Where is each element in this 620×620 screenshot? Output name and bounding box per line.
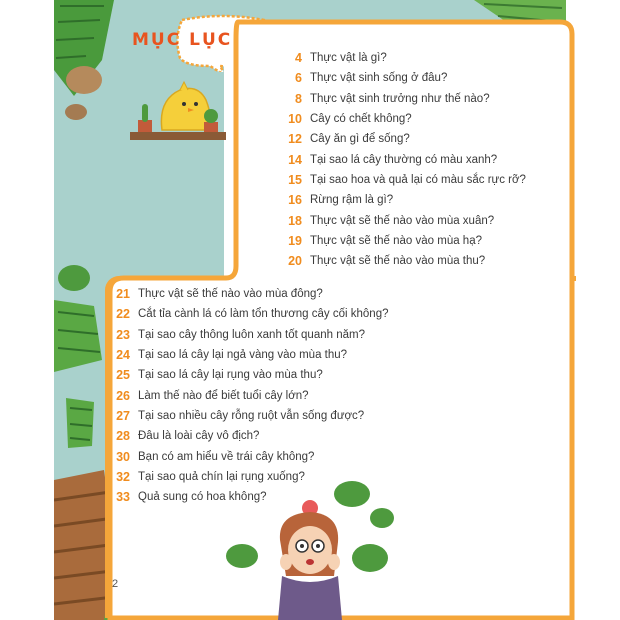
toc-page-number: 15 xyxy=(288,172,302,187)
toc-entry-title: Quả sung có hoa không? xyxy=(138,491,267,504)
toc-entry-title: Rừng rậm là gì? xyxy=(310,194,394,207)
coconut-icon xyxy=(334,481,370,507)
toc-page-number: 28 xyxy=(116,429,130,444)
toc-item[interactable] xyxy=(104,304,389,324)
toc-page-number: 6 xyxy=(295,71,302,86)
toc-item[interactable] xyxy=(104,426,389,446)
cactus-pot-icon xyxy=(138,104,152,132)
toc-item[interactable] xyxy=(276,190,526,210)
toc-page-number: 14 xyxy=(288,152,302,167)
toc-page-number: 4 xyxy=(295,51,302,66)
toc-page-number: 23 xyxy=(116,327,130,342)
toc-entry-title: Thực vật là gì? xyxy=(310,52,387,65)
toc-entry-title: Thực vật sẽ thế nào vào mùa thu? xyxy=(310,255,486,268)
toc-item[interactable] xyxy=(276,149,526,169)
toc-entry-title: Đâu là loài cây vô địch? xyxy=(138,430,260,443)
toc-page-number: 20 xyxy=(288,254,302,269)
toc-page-number: 33 xyxy=(116,490,130,505)
toc-entry-title: Cây có chết không? xyxy=(310,113,412,126)
toc-entry-title: Tại sao cây thông luôn xanh tốt quanh năm? xyxy=(138,328,365,341)
coconut-icon xyxy=(352,544,388,572)
toc-entry-title: Tại sao hoa và quả lại có màu sắc rực rỡ? xyxy=(310,173,526,186)
toc-page-number: 21 xyxy=(116,287,130,302)
toc-item[interactable] xyxy=(104,446,389,466)
toc-page-number: 18 xyxy=(288,213,302,228)
girl-character-illustration xyxy=(220,480,420,620)
toc-page-number: 10 xyxy=(288,112,302,127)
toc-item[interactable] xyxy=(276,48,526,68)
toc-page-number: 26 xyxy=(116,388,130,403)
toc-item[interactable] xyxy=(276,89,526,109)
toc-entry-title: Bạn có am hiểu về trái cây không? xyxy=(138,450,315,463)
toc-page-number: 22 xyxy=(116,307,130,322)
toc-item[interactable] xyxy=(276,68,526,88)
toc-entry-title: Tại sao lá cây lại rụng vào mùa thu? xyxy=(138,369,323,382)
toc-item[interactable] xyxy=(276,109,526,129)
toc-entry-title: Cây ăn gì để sống? xyxy=(310,133,410,146)
toc-page-number: 19 xyxy=(288,233,302,248)
chick-shelf-illustration xyxy=(128,80,228,148)
toc-entry-title: Thực vật sẽ thế nào vào mùa xuân? xyxy=(310,214,495,227)
page-number: 2 xyxy=(112,578,119,590)
coconut-icon xyxy=(370,508,394,528)
toc-page-number: 16 xyxy=(288,193,302,208)
chick-icon xyxy=(161,82,210,130)
toc-entry-title: Thực vật sẽ thế nào vào mùa đông? xyxy=(138,288,323,301)
toc-entry-title: Làm thế nào để biết tuổi cây lớn? xyxy=(138,389,309,402)
toc-item[interactable] xyxy=(104,365,389,385)
toc-item[interactable] xyxy=(276,210,526,230)
toc-entry-title: Tại sao nhiều cây rỗng ruột vẫn sống được? xyxy=(138,409,365,422)
toc-item[interactable] xyxy=(104,345,389,365)
toc-entry-title: Thực vật sẽ thế nào vào mùa hạ? xyxy=(310,234,482,247)
toc-page-number: 25 xyxy=(116,368,130,383)
toc-page-number: 12 xyxy=(288,132,302,147)
toc-item[interactable] xyxy=(104,406,389,426)
toc-page-number: 24 xyxy=(116,348,130,363)
toc-item[interactable] xyxy=(276,251,526,271)
toc-entry-title: Thực vật sinh sống ở đâu? xyxy=(310,72,448,85)
toc-entry-title: Thực vật sinh trưởng như thế nào? xyxy=(310,92,490,105)
cactus-pot-icon xyxy=(204,109,218,132)
toc-item[interactable] xyxy=(276,170,526,190)
toc-item[interactable] xyxy=(276,231,526,251)
toc-list-upper xyxy=(276,48,526,271)
toc-title: MỤC LỤC xyxy=(132,30,233,50)
girl-character-icon xyxy=(278,500,342,620)
toc-page-number: 30 xyxy=(116,449,130,464)
toc-page-number: 27 xyxy=(116,408,130,423)
toc-entry-title: Tại sao lá cây thường có màu xanh? xyxy=(310,153,498,166)
toc-item[interactable] xyxy=(104,284,389,304)
toc-list-lower xyxy=(104,284,389,507)
toc-item[interactable] xyxy=(104,325,389,345)
toc-entry-title: Tại sao lá cây lại ngả vàng vào mùa thu? xyxy=(138,349,348,362)
coconut-icon xyxy=(226,544,258,568)
toc-entry-title: Cắt tỉa cành lá có làm tổn thương cây cối không? xyxy=(138,308,389,321)
toc-entry-title: Tại sao quả chín lại rụng xuống? xyxy=(138,470,305,483)
toc-page-number: 8 xyxy=(295,91,302,106)
shelf xyxy=(130,132,226,140)
toc-page-number: 32 xyxy=(116,469,130,484)
toc-item[interactable] xyxy=(104,385,389,405)
toc-item[interactable] xyxy=(276,129,526,149)
